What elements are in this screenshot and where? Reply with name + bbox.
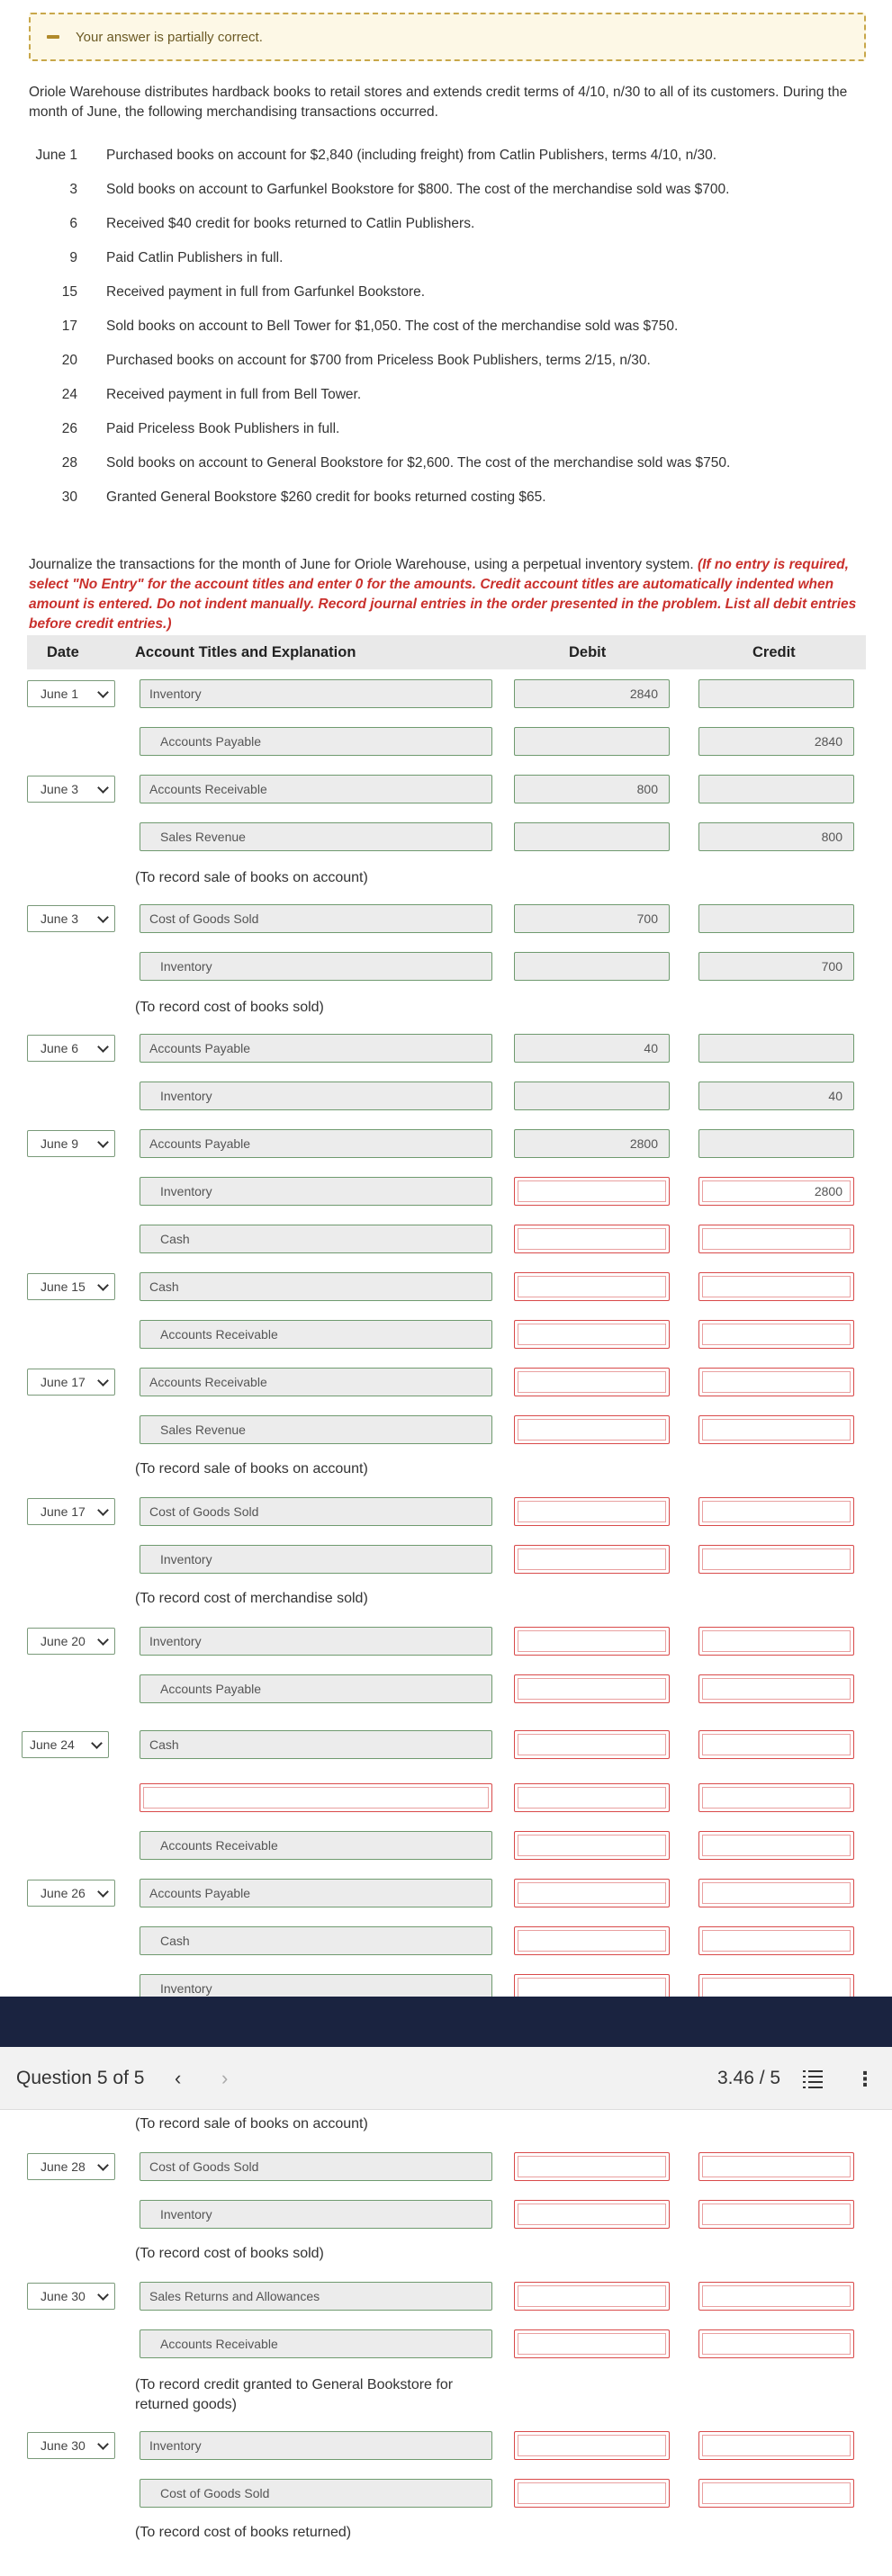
question-title: Question 5 of 5 xyxy=(16,2068,145,2088)
debit-field[interactable] xyxy=(514,822,670,851)
transaction-day: 9 xyxy=(69,250,77,265)
credit-field[interactable] xyxy=(698,1674,854,1703)
credit-field[interactable] xyxy=(698,2479,854,2508)
entry-explanation: (To record cost of merchandise sold) xyxy=(135,1591,368,1606)
credit-field[interactable] xyxy=(698,1627,854,1656)
dark-nav-bar xyxy=(0,1997,892,2047)
date-select[interactable] xyxy=(27,680,115,707)
date-select[interactable] xyxy=(27,1273,115,1300)
account-title-field[interactable]: Cost of Goods Sold xyxy=(140,1497,492,1526)
debit-field[interactable] xyxy=(514,1783,670,1812)
credit-field[interactable] xyxy=(698,1926,854,1955)
credit-field[interactable]: 2800 xyxy=(698,1177,854,1206)
credit-field[interactable] xyxy=(698,2329,854,2358)
date-select-value: June 3 xyxy=(41,911,79,926)
problem-intro: Oriole Warehouse distributes hardback books to retail stores and extends credit terms of 4/10, n/30 to all of its customers. During the month of June, the following merchandising transactions occurred. xyxy=(29,85,848,120)
chevron-down-icon xyxy=(91,1737,103,1749)
account-title-field[interactable]: Accounts Receivable xyxy=(140,775,492,803)
debit-field[interactable] xyxy=(514,1272,670,1301)
entry-explanation: (To record sale of books on account) xyxy=(135,1461,368,1476)
credit-field[interactable] xyxy=(698,1129,854,1158)
entry-explanation: (To record sale of books on account) xyxy=(135,870,368,885)
account-title-field[interactable]: Sales Revenue xyxy=(140,1415,492,1444)
account-title-field[interactable]: Inventory xyxy=(140,2200,492,2229)
transaction-day: 30 xyxy=(61,489,77,505)
account-header: Account Titles and Explanation xyxy=(135,644,356,660)
date-select[interactable] xyxy=(27,1498,115,1525)
transaction-text: Received payment in full from Garfunkel Bookstore. xyxy=(106,284,426,300)
debit-field[interactable] xyxy=(514,952,670,981)
date-select[interactable] xyxy=(27,1130,115,1157)
debit-field[interactable] xyxy=(514,2282,670,2311)
credit-field[interactable] xyxy=(698,1272,854,1301)
account-title-field[interactable]: Cost of Goods Sold xyxy=(140,2479,492,2508)
debit-header: Debit xyxy=(569,644,607,660)
transaction-text: Sold books on account to General Bookstore for $2,600. The cost of the merchandise sold was $750. xyxy=(106,455,731,471)
credit-field[interactable]: 40 xyxy=(698,1082,854,1110)
debit-field[interactable] xyxy=(514,1082,670,1110)
date-select[interactable] xyxy=(27,776,115,803)
debit-field[interactable]: 2800 xyxy=(514,1129,670,1158)
chevron-down-icon xyxy=(97,1504,109,1516)
account-title-field[interactable]: Cash xyxy=(140,1926,492,1955)
entry-explanation: (To record cost of books returned) xyxy=(135,2525,352,2540)
date-select[interactable] xyxy=(27,905,115,932)
account-title-field[interactable]: Inventory xyxy=(140,1974,492,2003)
account-title-field[interactable]: Inventory xyxy=(140,1545,492,1574)
credit-field[interactable] xyxy=(698,904,854,933)
debit-field[interactable] xyxy=(514,2431,670,2460)
account-title-field[interactable]: Inventory xyxy=(140,1082,492,1110)
debit-field[interactable] xyxy=(514,1926,670,1955)
transaction-day: 20 xyxy=(61,353,77,368)
debit-field[interactable] xyxy=(514,727,670,756)
debit-field[interactable] xyxy=(514,1320,670,1349)
credit-field[interactable]: 700 xyxy=(698,952,854,981)
account-title-field[interactable]: Inventory xyxy=(140,2431,492,2460)
debit-field[interactable] xyxy=(514,1177,670,1206)
debit-field[interactable] xyxy=(514,1225,670,1253)
transaction-text: Paid Priceless Book Publishers in full. xyxy=(106,421,340,436)
account-title-field[interactable]: Accounts Payable xyxy=(140,1674,492,1703)
account-title-field[interactable]: Accounts Receivable xyxy=(140,2329,492,2358)
debit-field[interactable]: 2840 xyxy=(514,679,670,708)
debit-field[interactable] xyxy=(514,1627,670,1656)
transaction-day: 24 xyxy=(61,387,77,402)
chevron-down-icon xyxy=(97,2438,109,2450)
account-title-field[interactable]: Sales Revenue xyxy=(140,822,492,851)
debit-field[interactable] xyxy=(514,1415,670,1444)
transaction-text: Sold books on account to Bell Tower for $1,050. The cost of the merchandise sold was $750. xyxy=(106,319,679,334)
date-select-value: June 30 xyxy=(41,2289,86,2303)
chevron-down-icon xyxy=(97,687,109,698)
previous-question-icon[interactable]: ‹ xyxy=(175,2067,182,2089)
account-title-field[interactable]: Cash xyxy=(140,1730,492,1759)
debit-field[interactable] xyxy=(514,1545,670,1574)
account-title-field[interactable]: Inventory xyxy=(140,679,492,708)
account-title-field[interactable]: Accounts Receivable xyxy=(140,1831,492,1860)
entry-explanation: (To record cost of books sold) xyxy=(135,1000,324,1015)
transaction-text: Sold books on account to Garfunkel Bookstore for $800. The cost of the merchandise sold was $700. xyxy=(106,182,730,197)
transaction-text: Paid Catlin Publishers in full. xyxy=(106,250,284,265)
score: 3.46 / 5 xyxy=(717,2068,781,2088)
transaction-text: Received $40 credit for books returned to Catlin Publishers. xyxy=(106,216,475,231)
credit-field[interactable] xyxy=(698,1368,854,1396)
date-header: Date xyxy=(47,644,79,660)
date-select-value: June 9 xyxy=(41,1136,79,1151)
date-select[interactable] xyxy=(27,1035,115,1062)
date-select-value: June 6 xyxy=(41,1041,79,1055)
credit-field[interactable] xyxy=(698,1783,854,1812)
credit-field[interactable] xyxy=(698,2282,854,2311)
credit-field[interactable] xyxy=(698,1034,854,1063)
transaction-day: 26 xyxy=(61,421,77,436)
date-select[interactable] xyxy=(22,1731,109,1758)
chevron-down-icon xyxy=(97,2289,109,2301)
instructions xyxy=(29,555,866,634)
table-header xyxy=(27,635,866,669)
date-select-value: June 28 xyxy=(41,2159,86,2174)
credit-field[interactable] xyxy=(698,1415,854,1444)
credit-header: Credit xyxy=(752,644,796,660)
chevron-down-icon xyxy=(97,1634,109,1646)
account-title-field[interactable] xyxy=(140,1783,492,1812)
debit-field[interactable] xyxy=(514,1368,670,1396)
debit-field[interactable] xyxy=(514,2152,670,2181)
date-select-value: June 20 xyxy=(41,1634,86,1648)
date-select[interactable] xyxy=(27,1628,115,1655)
alert-message: Your answer is partially correct. xyxy=(76,30,263,45)
date-select-value: June 3 xyxy=(41,782,79,796)
transaction-day: 6 xyxy=(69,216,77,231)
account-title-field[interactable]: Accounts Payable xyxy=(140,727,492,756)
account-title-field[interactable]: Accounts Payable xyxy=(140,1879,492,1907)
debit-field[interactable] xyxy=(514,1831,670,1860)
minus-icon xyxy=(47,35,59,39)
credit-field[interactable] xyxy=(698,679,854,708)
account-title-field[interactable]: Inventory xyxy=(140,1627,492,1656)
debit-field[interactable]: 40 xyxy=(514,1034,670,1063)
account-title-field[interactable]: Accounts Receivable xyxy=(140,1368,492,1396)
transaction-day: 28 xyxy=(61,455,77,471)
date-select-value: June 26 xyxy=(41,1886,86,1900)
date-select-value: June 17 xyxy=(41,1504,86,1519)
debit-field[interactable]: 800 xyxy=(514,775,670,803)
account-title-field[interactable]: Accounts Payable xyxy=(140,1034,492,1063)
transaction-text: Granted General Bookstore $260 credit for books returned costing $65. xyxy=(106,489,546,505)
debit-field[interactable] xyxy=(514,2479,670,2508)
entry-explanation: (To record credit granted to General Bookstore for returned goods) xyxy=(135,2377,454,2412)
credit-field[interactable] xyxy=(698,1730,854,1759)
date-select[interactable] xyxy=(27,2283,115,2310)
account-title-field[interactable]: Inventory xyxy=(140,1177,492,1206)
date-select-value: June 1 xyxy=(41,687,79,701)
credit-field[interactable] xyxy=(698,1545,854,1574)
debit-field[interactable] xyxy=(514,1674,670,1703)
question-list-icon[interactable] xyxy=(803,2069,823,2087)
chevron-down-icon xyxy=(97,1041,109,1053)
more-options-icon[interactable]: ⋮ xyxy=(855,2068,875,2090)
transaction-day: 17 xyxy=(61,319,77,334)
credit-field[interactable] xyxy=(698,2200,854,2229)
account-title-field[interactable]: Cash xyxy=(140,1225,492,1253)
transaction-day: 3 xyxy=(69,182,77,197)
chevron-down-icon xyxy=(97,2159,109,2171)
account-title-field[interactable]: Cash xyxy=(140,1272,492,1301)
chevron-down-icon xyxy=(97,911,109,923)
date-select-value: June 24 xyxy=(30,1737,75,1752)
date-select[interactable] xyxy=(27,2153,115,2180)
next-question-icon[interactable]: › xyxy=(221,2067,229,2089)
credit-field[interactable] xyxy=(698,1879,854,1907)
account-title-field[interactable]: Inventory xyxy=(140,952,492,981)
account-title-field[interactable]: Sales Returns and Allowances xyxy=(140,2282,492,2311)
date-select[interactable] xyxy=(27,2432,115,2459)
credit-field[interactable]: 800 xyxy=(698,822,854,851)
credit-field[interactable] xyxy=(698,1497,854,1526)
account-title-field[interactable]: Accounts Receivable xyxy=(140,1320,492,1349)
chevron-down-icon xyxy=(97,1279,109,1291)
date-select[interactable] xyxy=(27,1369,115,1396)
debit-field[interactable] xyxy=(514,1730,670,1759)
debit-field[interactable] xyxy=(514,2200,670,2229)
chevron-down-icon xyxy=(97,782,109,794)
transaction-text: Received payment in full from Bell Tower. xyxy=(106,387,362,402)
debit-field[interactable] xyxy=(514,1497,670,1526)
transaction-day: June 1 xyxy=(35,148,77,163)
instruction-emphasis: (If no entry is required, select "No Entry" for the account titles and enter 0 for the amounts. Credit account titles are automatically indented when amount is entered. Do not indent manually. Record journal entries in the order presented in the problem. List all debit entries before credit entries.) xyxy=(29,557,857,632)
date-select-value: June 15 xyxy=(41,1279,86,1294)
account-title-field[interactable]: Accounts Payable xyxy=(140,1129,492,1158)
account-title-field[interactable]: Cost of Goods Sold xyxy=(140,904,492,933)
transaction-text: Purchased books on account for $2,840 (including freight) from Catlin Publishers, terms 4/10, n/30. xyxy=(106,148,717,163)
credit-field[interactable] xyxy=(698,1225,854,1253)
chevron-down-icon xyxy=(97,1136,109,1148)
credit-field[interactable] xyxy=(698,1320,854,1349)
chevron-down-icon xyxy=(97,1375,109,1387)
date-select-value: June 30 xyxy=(41,2438,86,2453)
entry-explanation: (To record sale of books on account) xyxy=(135,2116,368,2132)
debit-field[interactable] xyxy=(514,2329,670,2358)
debit-field[interactable]: 700 xyxy=(514,904,670,933)
credit-field[interactable] xyxy=(698,775,854,803)
transaction-text: Purchased books on account for $700 from Priceless Book Publishers, terms 2/15, n/30. xyxy=(106,353,651,368)
question-bar xyxy=(0,2047,892,2110)
instruction-text: Journalize the transactions for the month of June for Oriole Warehouse, using a perpetual inventory system. xyxy=(29,557,694,572)
date-select-value: June 17 xyxy=(41,1375,86,1389)
credit-field[interactable] xyxy=(698,2431,854,2460)
account-title-field[interactable]: Cost of Goods Sold xyxy=(140,2152,492,2181)
partial-correct-alert xyxy=(29,13,866,61)
transaction-day: 15 xyxy=(61,284,77,300)
credit-field[interactable] xyxy=(698,1831,854,1860)
date-select[interactable] xyxy=(27,1880,115,1907)
entry-explanation: (To record cost of books sold) xyxy=(135,2246,324,2261)
credit-field[interactable]: 2840 xyxy=(698,727,854,756)
credit-field[interactable] xyxy=(698,2152,854,2181)
chevron-down-icon xyxy=(97,1886,109,1898)
debit-field[interactable] xyxy=(514,1879,670,1907)
